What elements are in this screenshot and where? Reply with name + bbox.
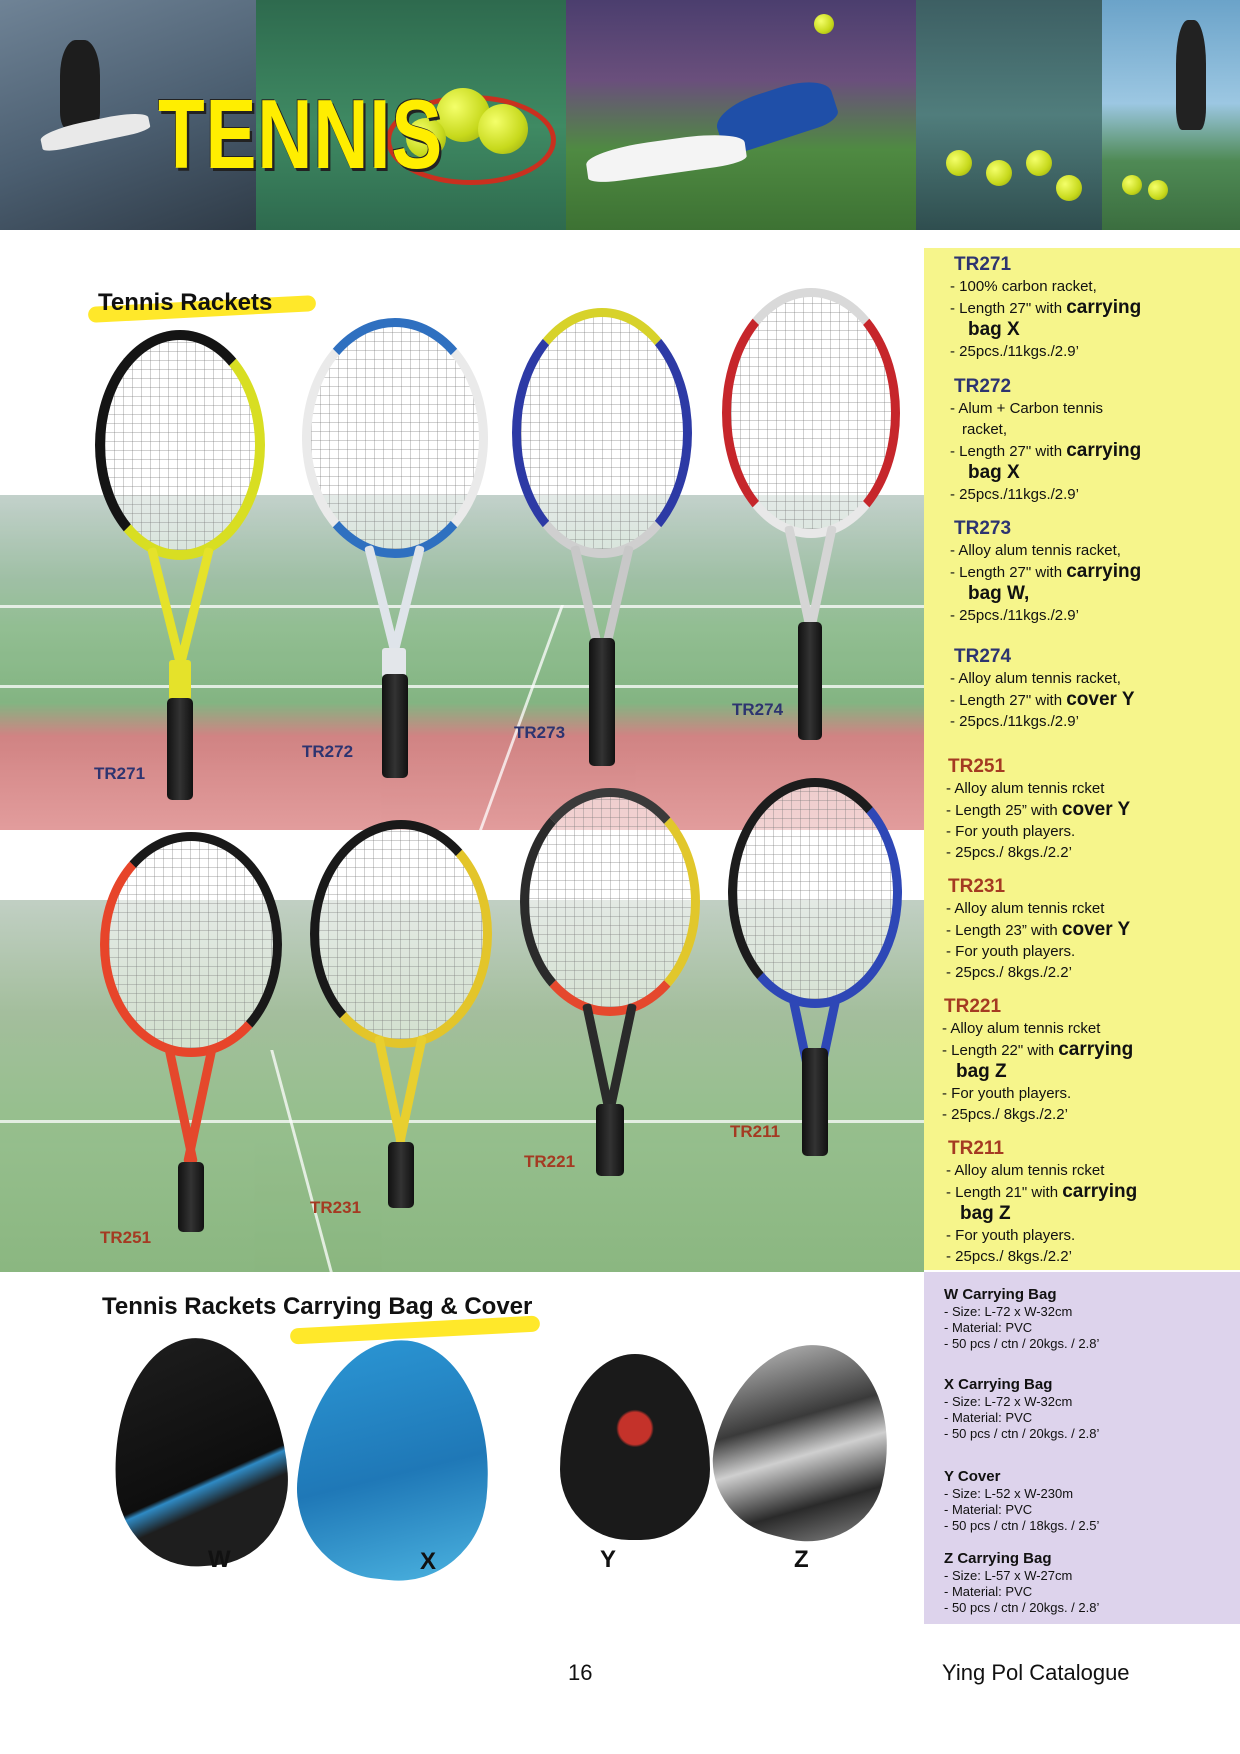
spec-bold: bag X: [968, 462, 1020, 483]
spec-text: - Length 27" with: [950, 692, 1067, 709]
racket-throat-right: [395, 1035, 427, 1144]
bag-z: [697, 1326, 911, 1558]
banner-photo-ball-collector: [1102, 0, 1240, 230]
tennis-rackets-heading: Tennis Rackets: [98, 289, 273, 316]
spec-line: [950, 398, 1240, 419]
tennis-ball-icon: [986, 160, 1012, 186]
racket-grip: [167, 698, 193, 800]
spec-tr231: [924, 876, 1240, 983]
spec-line: [950, 561, 1240, 583]
racket-grip: [589, 638, 615, 766]
player-legs: [584, 129, 747, 185]
spec-line: [950, 440, 1240, 462]
spec-text: - 100% carbon racket,: [950, 278, 1097, 295]
racket-grip: [798, 622, 822, 740]
spec-tr271: [924, 254, 1240, 362]
bag-y: [560, 1354, 710, 1540]
spec-text: - 25pcs./ 8kgs./2.2’: [946, 1248, 1072, 1265]
spec-text: - Length 27" with: [950, 443, 1067, 460]
bag-spec-line: - Material: PVC: [944, 1502, 1033, 1517]
spec-tr251: [924, 756, 1240, 863]
spec-text: - 25pcs./11kgs./2.9’: [950, 607, 1079, 624]
bag-specs-panel: [924, 1272, 1240, 1624]
racket-tr211: [728, 778, 902, 1158]
spec-line: [946, 941, 1240, 962]
bag-spec-line: - Material: PVC: [944, 1584, 1033, 1599]
spec-bold: bag X: [968, 319, 1020, 340]
racket-throat-right: [387, 545, 425, 664]
banner-title: TENNIS: [158, 79, 443, 189]
bag-spec-line: - Size: L-72 x W-32cm: [944, 1304, 1073, 1319]
spec-text: - Length 27" with: [950, 300, 1067, 317]
spec-code: TR273: [954, 518, 1012, 539]
racket-head: [100, 832, 282, 1057]
spec-text: - Length 23” with: [946, 922, 1062, 939]
racket-grip: [802, 1048, 828, 1156]
racket-head: [722, 288, 900, 538]
racket-throat-right: [183, 1045, 217, 1164]
spec-line: [950, 540, 1240, 561]
spec-line: [968, 583, 1240, 605]
bag-spec-line: - Size: L-57 x W-27cm: [944, 1568, 1073, 1583]
spec-text: - Alloy alum tennis rcket: [946, 1162, 1105, 1179]
banner: [0, 0, 1240, 230]
spec-line: [950, 605, 1240, 626]
spec-line: [942, 1018, 1240, 1039]
racket-shaft: [169, 660, 191, 700]
racket-grip: [382, 674, 408, 778]
bag-spec-line: - 50 pcs / ctn / 20kgs. / 2.8’: [944, 1426, 1100, 1441]
label-tr231: TR231: [310, 1198, 362, 1217]
bag-spec-line: - 50 pcs / ctn / 18kgs. / 2.5’: [944, 1518, 1100, 1533]
spec-text: - 25pcs./11kgs./2.9’: [950, 343, 1079, 360]
spec-text: - 25pcs./ 8kgs./2.2’: [946, 844, 1072, 861]
spec-line: [946, 962, 1240, 983]
spec-text: - Length 22" with: [942, 1042, 1059, 1059]
bag-spec-w: [944, 1286, 1234, 1352]
racket-tr251: [100, 832, 282, 1232]
spec-text: - Alloy alum tennis rcket: [946, 780, 1105, 797]
racket-tr231: [310, 820, 492, 1208]
player-figure: [1176, 20, 1206, 130]
racket-head: [512, 308, 692, 558]
spec-bold: carrying: [1066, 561, 1142, 582]
racket-throat-right: [805, 525, 837, 634]
spec-text: - Length 21" with: [946, 1184, 1063, 1201]
racket-head: [302, 318, 488, 558]
spec-line: [946, 919, 1240, 941]
spec-text: - Length 27" with: [950, 564, 1067, 581]
tennis-ball-icon: [1148, 180, 1168, 200]
bag-spec-line: - Size: L-52 x W-230m: [944, 1486, 1074, 1501]
spec-bold: bag W,: [968, 583, 1030, 604]
spec-tr211: [924, 1138, 1240, 1267]
spec-text: - For youth players.: [946, 823, 1076, 840]
bag-spec-line: - Size: L-72 x W-32cm: [944, 1394, 1073, 1409]
racket-head: [728, 778, 902, 1008]
spec-code: TR271: [954, 254, 1012, 275]
spec-line: [946, 778, 1240, 799]
spec-text: - Alum + Carbon tennis: [950, 400, 1103, 417]
spec-tr273: [924, 518, 1240, 626]
spec-code: TR221: [944, 996, 1002, 1017]
spec-text: - Alloy alum tennis racket,: [950, 542, 1121, 559]
spec-line: [968, 462, 1240, 484]
spec-line: [950, 689, 1240, 711]
bag-spec-x: [944, 1376, 1234, 1442]
spec-code: TR231: [948, 876, 1006, 897]
bag-spec-line: - 50 pcs / ctn / 20kgs. / 2.8’: [944, 1600, 1100, 1615]
spec-line: [962, 419, 1240, 440]
tennis-ball-icon: [1026, 150, 1052, 176]
bag-spec-title: W Carrying Bag: [944, 1286, 1057, 1303]
spec-line: [946, 1181, 1240, 1203]
racket-head: [95, 330, 265, 560]
spec-text: - 25pcs./ 8kgs./2.2’: [946, 964, 1072, 981]
spec-line: [950, 668, 1240, 689]
spec-bold: bag Z: [960, 1203, 1011, 1224]
spec-line: [950, 484, 1240, 505]
bag-spec-title: Y Cover: [944, 1468, 1001, 1485]
label-tr221: TR221: [524, 1152, 576, 1171]
racket-throat-right: [174, 547, 214, 675]
label-tr271: TR271: [94, 764, 146, 783]
spec-line: [950, 276, 1240, 297]
spec-line: [950, 711, 1240, 732]
racket-grip: [388, 1142, 414, 1208]
spec-bold: cover Y: [1066, 689, 1135, 710]
spec-text: - Length 25” with: [946, 802, 1062, 819]
spec-line: [942, 1104, 1240, 1125]
label-tr273: TR273: [514, 723, 566, 742]
spec-bold: carrying: [1058, 1039, 1134, 1060]
spec-line: [946, 1246, 1240, 1267]
spec-code: TR272: [954, 376, 1012, 397]
spec-text: - For youth players.: [942, 1085, 1072, 1102]
spec-code: TR211: [948, 1138, 1004, 1159]
spec-bold: cover Y: [1061, 919, 1131, 940]
spec-code: TR251: [948, 756, 1006, 777]
racket-throat-right: [605, 1003, 637, 1112]
racket-tr274: [722, 288, 900, 744]
spec-line: [946, 1225, 1240, 1246]
racket-grip: [178, 1162, 204, 1232]
bag-letter-y: Y: [600, 1546, 617, 1573]
spec-line: [960, 1203, 1240, 1225]
spec-text: - Alloy alum tennis rcket: [942, 1020, 1101, 1037]
spec-line: [956, 1061, 1240, 1083]
label-tr274: TR274: [732, 700, 784, 719]
spec-line: [946, 799, 1240, 821]
spec-text: - 25pcs./11kgs./2.9’: [950, 713, 1079, 730]
racket-head: [310, 820, 492, 1048]
spec-bold: bag Z: [956, 1061, 1007, 1082]
bag-spec-line: - 50 pcs / ctn / 20kgs. / 2.8’: [944, 1336, 1100, 1351]
racket-tr272: [302, 318, 488, 778]
player-figure: [60, 40, 100, 130]
bag-x: [288, 1331, 502, 1590]
spec-text: - For youth players.: [946, 1227, 1076, 1244]
tennis-ball-icon: [946, 150, 972, 176]
catalogue-name: Ying Pol Catalogue: [942, 1660, 1130, 1685]
spec-line: [946, 842, 1240, 863]
spec-code: TR274: [954, 646, 1012, 667]
banner-photo-ball-basket: [916, 0, 1102, 230]
bag-letter-x: X: [420, 1548, 437, 1575]
spec-line: [950, 297, 1240, 319]
bag-spec-title: Z Carrying Bag: [944, 1550, 1052, 1567]
spec-text: - Alloy alum tennis rcket: [946, 900, 1105, 917]
bag-spec-line: - Material: PVC: [944, 1410, 1033, 1425]
page-number: 16: [568, 1660, 593, 1685]
racket-grip: [596, 1104, 624, 1176]
spec-text: - Alloy alum tennis racket,: [950, 670, 1121, 687]
spec-line: [946, 1160, 1240, 1181]
bags-cover-heading: Tennis Rackets Carrying Bag & Cover: [102, 1293, 533, 1320]
bag-spec-z: [944, 1550, 1234, 1616]
spec-text: racket,: [962, 421, 1008, 438]
spec-line: [942, 1083, 1240, 1104]
spec-text: - 25pcs./ 8kgs./2.2’: [942, 1106, 1068, 1123]
bag-letter-w: W: [208, 1546, 231, 1573]
spec-line: [968, 319, 1240, 341]
spec-bold: cover Y: [1061, 799, 1131, 820]
racket-tr271: [95, 330, 265, 800]
racket-tr273: [512, 308, 692, 768]
spec-bold: carrying: [1066, 440, 1142, 461]
spec-text: - For youth players.: [946, 943, 1076, 960]
bag-spec-title: X Carrying Bag: [944, 1376, 1053, 1393]
spec-tr274: [924, 646, 1240, 732]
spec-tr221: [924, 996, 1240, 1125]
spec-bold: carrying: [1066, 297, 1142, 318]
tennis-ball-icon: [814, 14, 834, 34]
spec-text: - 25pcs./11kgs./2.9’: [950, 486, 1079, 503]
spec-tr272: [924, 376, 1240, 505]
banner-photo-diving-player: [566, 0, 916, 230]
racket-specs-panel: [924, 248, 1240, 1270]
racket-head: [520, 788, 700, 1016]
label-tr211: TR211: [730, 1122, 781, 1141]
bag-w: [106, 1332, 293, 1571]
tennis-ball-icon: [1122, 175, 1142, 195]
tennis-ball-icon: [478, 104, 528, 154]
spec-line: [942, 1039, 1240, 1061]
spec-line: [946, 821, 1240, 842]
tennis-ball-icon: [1056, 175, 1082, 201]
bag-letter-z: Z: [794, 1546, 809, 1573]
spec-bold: carrying: [1062, 1181, 1138, 1202]
label-tr272: TR272: [302, 742, 354, 761]
label-tr251: TR251: [100, 1228, 152, 1247]
spec-line: [950, 341, 1240, 362]
bag-spec-y: [944, 1468, 1234, 1534]
spec-line: [946, 898, 1240, 919]
racket-tr221: [520, 788, 700, 1178]
bag-spec-line: - Material: PVC: [944, 1320, 1033, 1335]
